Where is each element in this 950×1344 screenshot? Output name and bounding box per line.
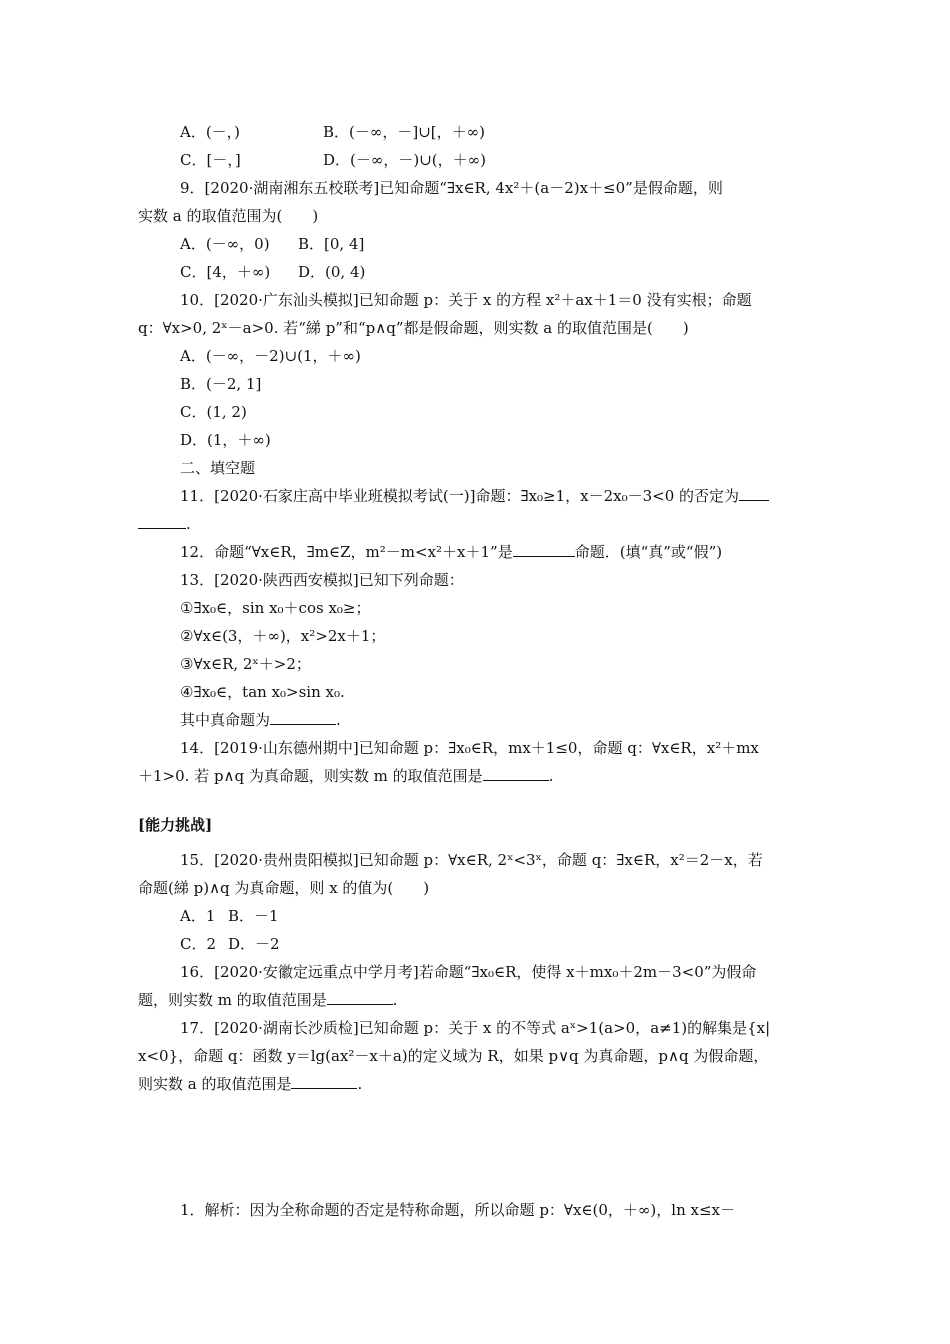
prev-option-c: C．[－，] <box>180 151 241 169</box>
q17-line3 <box>138 1074 362 1094</box>
q10-option-c: C．(1, 2) <box>180 403 247 421</box>
q15-option-a: A．1 <box>180 907 216 925</box>
q14-text: ＋1>0. 若 p∧q 为真命题，则实数 m 的取值范围是 <box>138 767 483 785</box>
section-ability-challenge: [能力挑战] <box>138 816 213 834</box>
q17-line1: 17．[2020·湖南长沙质检]已知命题 p：关于 x 的不等式 aˣ>1(a>0，a≠1)的解集是{x| <box>180 1019 771 1037</box>
q13-statement-3: ③∀x∈R, 2ˣ＋>2； <box>180 655 311 673</box>
q12-text-a: 12．命题“∀x∈R，∃m∈Z，m²－m<x²＋x＋1”是 <box>180 543 513 561</box>
q16-end: . <box>392 991 398 1009</box>
q9-option-b: B．[0, 4] <box>298 235 365 253</box>
q13-ask <box>180 710 341 730</box>
q11-end: . <box>186 515 191 533</box>
q11-line2 <box>138 514 191 534</box>
q14-blank <box>483 766 549 781</box>
q10-option-b: B．(－2, 1] <box>180 375 262 393</box>
prev-option-d: D．(－∞，－)∪(，＋∞) <box>323 151 486 169</box>
q13-blank <box>270 710 336 725</box>
q11-text: 11．[2020·石家庄高中毕业班模拟考试(一)]命题：∃x₀≥1，x－2x₀－3<0 的否定为 <box>180 487 740 505</box>
q15-option-d: D．－2 <box>228 935 280 953</box>
prev-option-a: A．(－，) <box>180 123 241 141</box>
q14-end: . <box>548 767 554 785</box>
q17-line2: x<0}，命题 q：函数 y＝lg(ax²－x＋a)的定义域为 R，如果 p∨q 为真命题，p∧q 为假命题， <box>138 1047 769 1065</box>
q15-line1: 15．[2020·贵州贵阳模拟]已知命题 p：∀x∈R, 2ˣ<3ˣ，命题 q：∃x∈R，x²＝2－x，若 <box>180 851 763 869</box>
q10-line1: 10．[2020·广东汕头模拟]已知命题 p：关于 x 的方程 x²＋ax＋1＝0 没有实根；命题 <box>180 291 752 309</box>
q9-option-a: A．(－∞，0) <box>180 235 270 253</box>
q11-blank-start <box>739 486 769 501</box>
q15-option-b: B．－1 <box>228 907 279 925</box>
q10-option-a: A．(－∞，－2)∪(1，＋∞) <box>180 347 361 365</box>
q11-blank-end <box>138 514 186 529</box>
q9-line1: 9．[2020·湖南湘东五校联考]已知命题“∃x∈R, 4x²＋(a－2)x＋≤0”是假命题，则 <box>180 179 723 197</box>
q13-ask-text: 其中真命题为 <box>180 711 271 729</box>
q15-option-c: C．2 <box>180 935 217 953</box>
q10-line2: q：∀x>0, 2ˣ－a>0. 若“綈 p”和“p∧q”都是假命题，则实数 a 的取值范围是( ) <box>138 319 689 337</box>
q12-text-b: 命题．(填“真”或“假”) <box>574 543 723 561</box>
q17-end: . <box>357 1075 363 1093</box>
prev-option-b: B．(－∞，－]∪[，＋∞) <box>323 123 485 141</box>
q10-option-d: D．(1，＋∞) <box>180 431 271 449</box>
q13-statement-1: ①∃x₀∈，sin x₀＋cos x₀≥； <box>180 599 371 617</box>
q17-text: 则实数 a 的取值范围是 <box>138 1075 292 1093</box>
q11-line1 <box>180 486 769 506</box>
q12-line <box>180 542 722 562</box>
q13-line1: 13．[2020·陕西西安模拟]已知下列命题： <box>180 571 464 589</box>
q15-line2: 命题(綈 p)∧q 为真命题，则 x 的值为( ) <box>138 879 430 897</box>
q13-statement-2: ②∀x∈(3，＋∞)，x²>2x＋1； <box>180 627 386 645</box>
q13-statement-4: ④∃x₀∈，tan x₀>sin x₀. <box>180 683 345 701</box>
q14-line2 <box>138 766 553 786</box>
q9-option-d: D．(0, 4) <box>298 263 366 281</box>
q16-line2 <box>138 990 398 1010</box>
section-fill-in-blank: 二、填空题 <box>180 459 256 477</box>
q16-line1: 16．[2020·安徽定远重点中学月考]若命题“∃x₀∈R，使得 x＋mx₀＋2m－3<0”为假命 <box>180 963 757 981</box>
q9-line2: 实数 a 的取值范围为( ) <box>138 207 319 225</box>
q13-end: . <box>336 711 341 729</box>
q17-blank <box>291 1074 357 1089</box>
answer-1-line1: 1．解析：因为全称命题的否定是特称命题，所以命题 p：∀x∈(0，＋∞)，ln x≤x－ <box>180 1201 735 1219</box>
q16-text: 题，则实数 m 的取值范围是 <box>138 991 327 1009</box>
q14-line1: 14．[2019·山东德州期中]已知命题 p：∃x₀∈R，mx＋1≤0，命题 q：∀x∈R，x²＋mx <box>180 739 759 757</box>
q12-blank <box>513 542 575 557</box>
q9-option-c: C．[4，＋∞) <box>180 263 271 281</box>
q16-blank <box>327 990 393 1005</box>
